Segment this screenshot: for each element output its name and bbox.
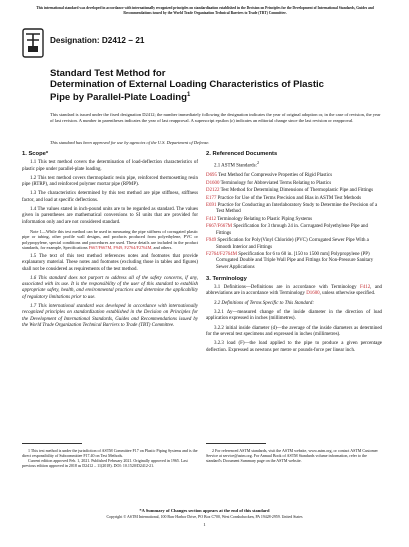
footnote-1-edition: Current edition approved Feb. 1, 2021. Published February 2021. Originally approved in 1965. Last previous edition approved in 2018 as D2412 – 11(2018). DOI: 10.1520/D2412-21. [22,458,188,468]
paragraph-3-2-1: 3.2.1 Δy—measured change of the inside diameter in the direction of load application expressed in inches (millimetres). [206,310,382,322]
footnote-1 [22,448,198,468]
reference-item [206,238,382,251]
reference-text: Specification for 6 to 60 in. [150 to 1500 mm] Polypropylene (PP) Corrugated Double and Triple Wall Pipe and Fittings for Non-Pressure Sanitary Sewer Applications [216,252,374,270]
section-header-scope: 1. Scope* [22,151,49,157]
issued-statement: This standard is issued under the fixed designation D2412; the number immediately following the designation indicates the year of original adoption or, in the case of revision, the year of last revision. A number in parentheses indicates the year of last reapproval. A superscript epsilon (ε) indicates an editorial change since the last revision or reapproval. [50,112,381,123]
paragraph-1-5: 1.5 The text of this test method references notes and footnotes that provide explanatory material. These notes and footnotes (excluding those in tables and figures) shall not be considered as requirements of the test method. [22,253,198,272]
right-column [206,148,382,357]
note-1-links[interactable]: F667/F667M, F949, F2764/F2764M, [88,245,153,251]
title-line-3 [50,90,380,103]
note-1-body: While this test method can be used in measuring the pipe stiffness of corrugated plastic pipe or tubing, other profile wall designs, and products produced from polyethylene, PVC or polypropylene, special conditions and procedures are used. These details are included in the product standards, for example, Specifications [22,228,198,251]
footnote-separator-left [22,443,82,444]
astm-standards-label: 2.1 ASTM Standards: [214,163,257,169]
international-standard-notice: This international standard was developed in accordance with internationally recognized principles on standardization established in the Decision on Principles for the Development of International Standards, Guides and Recommendations issued by the World Trade Organization Technical Barriers to Trade (TBT) Committee. [36,6,374,15]
reference-link[interactable]: F412 [206,216,217,222]
reference-text: Practice for Use of the Terms Precision and Bias in ASTM Test Methods [216,195,362,201]
reference-text: Practice for Conducting an Interlaboratory Study to Determine the Precision of a Test Method [216,203,378,215]
title-line-2: Determination of External Loading Characteristics of Plastic [50,79,325,90]
paragraph-1-3: 1.3 The characteristics determined by this test method are pipe stiffness, stiffness factor, and load at specific deflections. [22,191,198,203]
footnote-1-jurisdiction: 1 This test method is under the jurisdiction of ASTM Committee F17 on Plastic Piping Systems and is the direct responsibility of Subcommittee F17.40 on Test Methods. [22,448,198,458]
reference-link[interactable]: F667/F667M [206,224,233,230]
note-1-tail: and others. [152,245,173,251]
reference-link[interactable]: D1600 [206,180,220,186]
reference-item [206,217,382,223]
footnote-2 [206,448,382,463]
paragraph-3-2-2: 3.2.2 initial inside diameter (d)—the average of the inside diameters as determined for the several test specimens and expressed in inches (millimetres). [206,325,382,337]
note-1 [22,229,198,251]
p3-1-text-c: , unless otherwise specified. [319,291,376,297]
note-1-prefix: Note 1— [30,228,47,234]
reference-item [206,224,382,237]
paragraph-1-6: 1.6 This standard does not purport to address all of the safety concerns, if any, associated with its use. It is the responsibility of the user of this standard to establish appropriate safety, health, and environmental practices and determine the applicability of regulatory limitations prior to use. [22,275,198,300]
reference-text: Test Method for Determining Dimensions of Thermoplastic Pipe and Fittings [219,188,374,194]
summary-of-changes-note: *A Summary of Changes section appears at the end of this standard [139,508,270,513]
terminology-f412-link[interactable]: F412 [360,285,371,291]
section-header-referenced-documents: 2. Referenced Documents [206,151,278,157]
paragraph-3-2: 3.2 Definitions of Terms Specific to This Standard: [214,300,315,306]
reference-item [206,252,382,271]
footnote-2-text: 2 For referenced ASTM standards, visit the ASTM website, www.astm.org, or contact ASTM Customer Service at service@astm.org. For Annual Book of ASTM Standards volume information, refer to the standard's Document Summary page on the ASTM website. [206,448,378,463]
reference-link[interactable]: F2764/F2764M [206,252,238,257]
p3-1-text-a: 3.1 Definitions—Definitions are in accordance with Terminology [214,285,361,291]
title-line-1: Standard Test Method for [50,68,166,79]
dod-approval-statement: This standard has been approved for use by agencies of the U.S. Department of Defense. [50,140,210,145]
reference-item [206,196,382,202]
title-line-3-text: Pipe by Parallel-Plate Loading [50,92,188,104]
reference-text: Test Method for Compressive Properties of Rigid Plastics [216,173,333,179]
title-footnote-mark: 1 [187,92,191,98]
reference-link[interactable]: D695 [206,173,217,179]
reference-item [206,173,382,179]
reference-text: Terminology for Abbreviated Terms Relating to Plastics [219,180,332,186]
section-header-terminology: 3. Terminology [206,275,247,282]
reference-link[interactable]: F949 [206,238,217,244]
paragraph-1-2: 1.2 This test method covers thermoplastic resin pipe, reinforced thermosetting resin pipe (RTRP), and reinforced polymer mortar pipe (RPMP). [22,175,198,188]
footnote-separator-right [206,443,266,444]
designation: Designation: D2412 − 21 [50,36,145,45]
astm-logo-icon [22,28,44,58]
left-column [22,148,198,332]
page-number: 1 [203,522,206,527]
reference-item [206,203,382,216]
p3-1-text-b: , and abbreviations are in accordance with Terminology [206,285,383,297]
paragraph-1-1: 1.1 This test method covers the determination of load-deflection characteristics of plastic pipe under parallel-plate loading. [22,160,198,172]
astm-standards-subheader [206,160,382,170]
reference-link[interactable]: E691 [206,203,217,209]
reference-text: Specification for 3 through 24 in. Corrugated Polyethylene Pipe and Fittings [216,224,368,236]
terminology-d1600-link[interactable]: D1600 [306,291,320,297]
paragraph-1-4: 1.4 The values stated in inch-pound units are to be regarded as standard. The values given in parentheses are mathematical conversions to SI units that are provided for information only and are not considered standard. [22,207,198,225]
footnote-2-mark: 2 [256,160,259,166]
reference-item [206,181,382,187]
copyright-line: Copyright © ASTM International, 100 Barr Harbor Drive, PO Box C700, West Conshohocken, PA 19428-2959. United States [106,515,303,519]
reference-text: Specification for Poly(Vinyl Chloride) (PVC) Corrugated Sewer Pipe With a Smooth Interior and Fittings [216,238,369,250]
paragraph-3-1 [206,285,382,298]
standard-title [50,68,380,103]
paragraph-3-2-3: 3.2.3 load (F)—the load applied to the pipe to produce a given percentage deflection. Expressed as newtons per metre or pounds-force per linear inch. [206,341,382,353]
reference-item [206,188,382,194]
reference-text: Terminology Relating to Plastic Piping Systems [216,216,313,222]
paragraph-1-7: 1.7 This international standard was developed in accordance with internationally recognized principles on standardization established in the Decision on Principles for the Development of International Standards, Guides and Recommendations issued by the World Trade Organization Technical Barriers to Trade (TBT) Committee. [22,304,198,328]
reference-link[interactable]: E177 [206,195,217,201]
reference-link[interactable]: D2122 [206,188,220,194]
